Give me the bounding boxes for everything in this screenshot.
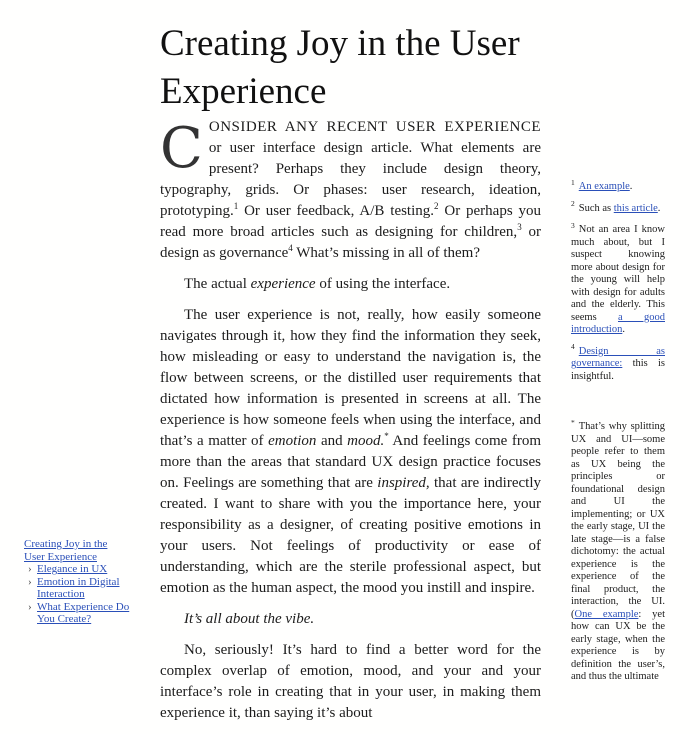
footnote-3 (571, 220, 665, 337)
footnote-number: 3 (571, 220, 575, 230)
toc-sublist (28, 563, 130, 626)
paragraph-seriously (160, 640, 541, 724)
footnote-2-link[interactable]: this article (613, 202, 658, 214)
toc-link-what-experience[interactable]: What Experience Do You Create? (37, 600, 130, 625)
footnote-number: 1 (571, 177, 575, 187)
table-of-contents (24, 538, 130, 626)
footnote-4 (571, 342, 665, 384)
toc-link-elegance[interactable]: Elegance in UX (37, 563, 108, 575)
footnote-number: 4 (571, 342, 575, 351)
p3-emphasis-mood: mood. (347, 433, 385, 449)
paragraph-vibe (160, 609, 541, 630)
footnote-star (571, 417, 665, 684)
drop-cap: C (160, 116, 203, 181)
footnote-number: * (571, 417, 575, 427)
footnote-3-text: Not an area I know much about, but I suspect knowing more about design for the young will help with design for adults and the elderly. This seems (571, 224, 665, 323)
toc-link-emotion[interactable]: Emotion in Digital Interaction (37, 575, 120, 600)
footnote-ref-star[interactable]: * (384, 431, 389, 441)
footnote-ref-1[interactable]: 1 (233, 201, 239, 211)
footnote-4-link[interactable]: Design as governance: (571, 345, 665, 369)
paragraph-user-experience (160, 305, 541, 599)
intro-text-2: Or user feedback, A/B testing. (238, 203, 435, 219)
p2-emphasis: experience (250, 276, 316, 292)
toc-main-link[interactable]: Creating Joy in the User Experience (24, 538, 108, 563)
footnote-4-after: this is insightful. (571, 358, 665, 382)
footnote-ref-4[interactable]: 4 (288, 243, 293, 253)
footnote-star-after: : yet how can UX be the early stage, when the experience is by definition the user’s, and thus the ultimate (571, 608, 665, 682)
p3-text-2: and (316, 433, 348, 449)
p3-text-4: that are indirectly created. I want to share with you the importance here, your responsibility as a designer, of creating positive emotions in your users. Not feelings of productivity or ease of understanding, which are the sterile professional aspect, but emotion as the human aspect, the mood you instill and inspire. (160, 475, 541, 596)
p2-text-1: The actual (184, 276, 251, 292)
footnote-2-before: Such as (578, 202, 614, 214)
footnote-1-after: . (629, 181, 633, 192)
toc-item (28, 601, 130, 626)
footnote-2 (571, 199, 665, 216)
lead-in: ONSIDER ANY RECENT USER EXPERIENCE (208, 119, 541, 135)
footnote-1 (571, 177, 665, 194)
intro-text-1: or user interface design article. What elements are present? Perhaps they include design theory, typography, grids. Or phases: user research, ideation, prototyping. (160, 140, 541, 219)
p5-text: No, seriously! It’s hard to find a better word for the complex overlap of emotion, mood, and your and your interface’s role in creating that in your user, in making them experience it, than saying it’s about (160, 642, 541, 721)
p3-emphasis-emotion: emotion (268, 433, 317, 449)
footnote-number: 2 (571, 199, 575, 208)
intro-text-3: Or perhaps you read more broad articles such as designing for children, (160, 203, 541, 240)
intro-text-5: What’s missing in all of them? (292, 245, 480, 261)
footnote-3-link[interactable]: a good introduction (571, 311, 665, 335)
toc-item (28, 576, 130, 601)
footnotes-column (571, 177, 665, 693)
footnote-star-text: That’s why splitting UX and UI—some people refer to them as UX being the principles or foundational design and UI the implementing; or UX the early stage, UI the late stage—is a false dichotomy: the actual experience is the experience of the final product, the interaction, the UI. ( (571, 421, 665, 620)
p2-text-2: of using the interface. (315, 276, 451, 292)
footnote-1-link[interactable]: An example (578, 181, 630, 192)
p3-text-3: And feelings come from more than the areas that standard UX design practice focuses on. Feelings are something that are (160, 433, 541, 491)
footnote-ref-2[interactable]: 2 (434, 201, 439, 211)
vibe-emphasis: It’s all about the vibe. (184, 611, 315, 627)
intro-text-4: or design as governance (160, 224, 541, 261)
paragraph-actual-experience (160, 274, 541, 295)
footnote-ref-3[interactable]: 3 (517, 222, 522, 232)
intro-paragraph (160, 117, 541, 264)
footnote-star-link[interactable]: One example (574, 608, 639, 620)
footnote-3-after: . (622, 324, 625, 335)
p3-text-1: The user experience is not, really, how easily someone navigates through it, how they find the information they seek, how misleading or easy to understand the navigation is, the flow between screens, or the distilled user requirements that dictated how information is presented in screens at all. The experience is how someone feels when using the interface, and that’s a matter of (160, 307, 541, 449)
p3-emphasis-inspired: inspired, (377, 475, 430, 491)
article-title: Creating Joy in the User Experience (160, 23, 520, 112)
footnote-2-after: . (657, 202, 661, 214)
article-body (160, 117, 541, 734)
toc-item (28, 563, 130, 576)
